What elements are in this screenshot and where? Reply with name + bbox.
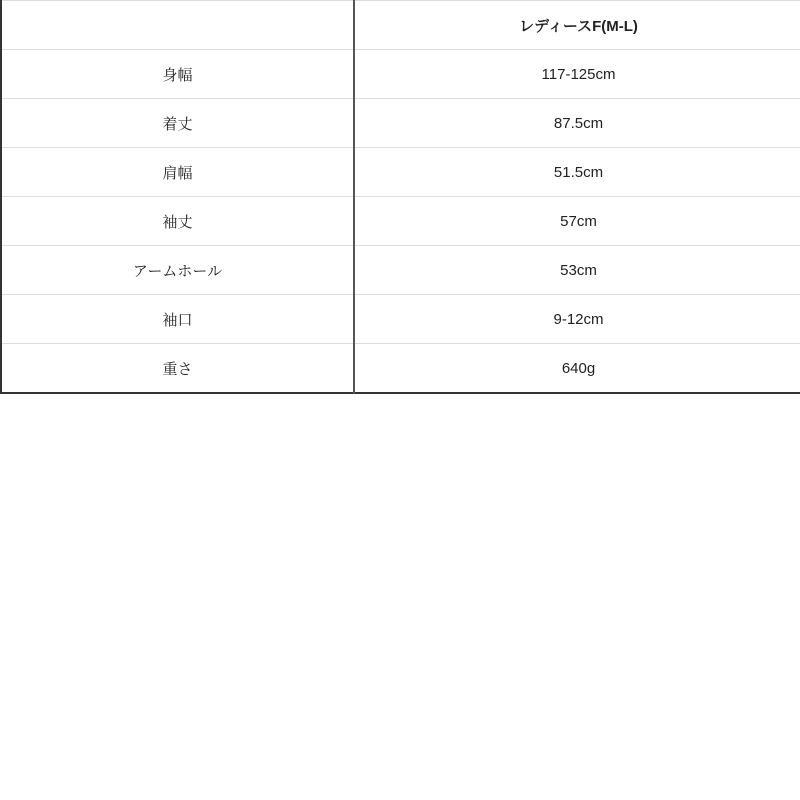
table-row	[1, 344, 800, 394]
size-value-cell: 87.5cm	[354, 99, 800, 148]
table-row	[1, 197, 800, 246]
size-chart-header-row	[1, 1, 800, 50]
header-empty-cell	[1, 1, 354, 50]
empty-whitespace	[0, 394, 800, 800]
size-label-cell: 袖口	[1, 295, 354, 344]
table-row	[1, 50, 800, 99]
size-label-cell: 着丈	[1, 99, 354, 148]
size-value-cell: 53cm	[354, 246, 800, 295]
header-size-column-cell: レディースF(M-L)	[354, 1, 800, 50]
table-row	[1, 246, 800, 295]
table-row	[1, 295, 800, 344]
size-label-cell: 袖丈	[1, 197, 354, 246]
size-label-cell: 肩幅	[1, 148, 354, 197]
size-label-cell: アームホール	[1, 246, 354, 295]
table-row	[1, 148, 800, 197]
size-value-cell: 640g	[354, 344, 800, 394]
table-row	[1, 99, 800, 148]
size-value-cell: 117-125cm	[354, 50, 800, 99]
size-label-cell: 身幅	[1, 50, 354, 99]
size-value-cell: 51.5cm	[354, 148, 800, 197]
size-label-cell: 重さ	[1, 344, 354, 394]
size-value-cell: 9-12cm	[354, 295, 800, 344]
size-chart-table	[0, 0, 800, 394]
size-value-cell: 57cm	[354, 197, 800, 246]
